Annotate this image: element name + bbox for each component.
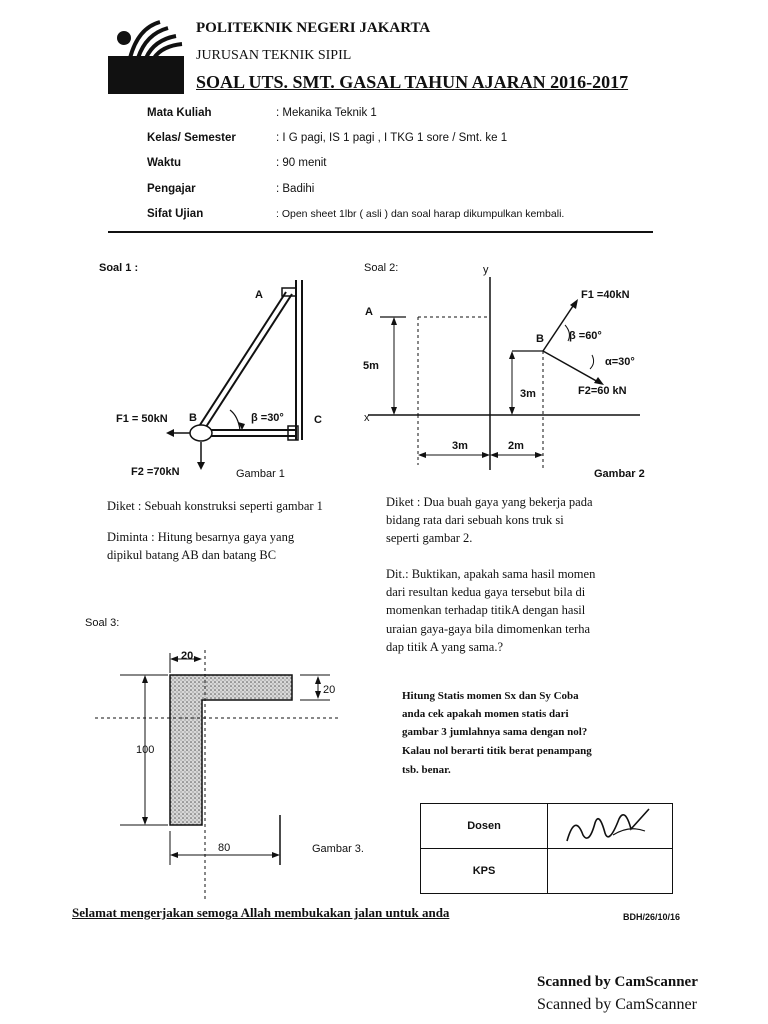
header-divider <box>108 231 653 233</box>
sign-label-kps: KPS <box>421 849 548 894</box>
soal2-dit-2: dari resultan kedua gaya tersebut bila di <box>386 585 586 599</box>
meta-label-time: Waktu <box>147 157 182 169</box>
meta-label-class: Kelas/ Semester <box>147 132 236 144</box>
watermark-line-1: Scanned by CamScanner <box>537 974 698 990</box>
signature-kps <box>548 849 673 894</box>
sign-label-dosen: Dosen <box>421 804 548 849</box>
soal2-dim-2m: 2m <box>508 440 524 452</box>
meta-value-exam-type: : Open sheet 1lbr ( asli ) dan soal harap dikumpulkan kembali. <box>276 208 565 220</box>
soal2-dit-4: uraian gaya-gaya bila dimomenkan terha <box>386 622 591 636</box>
soal1-f2: F2 =70kN <box>131 466 180 478</box>
soal1-diminta-1: Diminta : Hitung besarnya gaya yang <box>107 530 295 544</box>
watermark-line-2: Scanned by CamScanner <box>537 996 697 1013</box>
signature-table <box>420 803 673 894</box>
soal2-diket-3: seperti gambar 2. <box>386 531 473 545</box>
footer-code: BDH/26/10/16 <box>623 912 681 922</box>
soal1-diagram <box>100 270 340 490</box>
exam-title: SOAL UTS. SMT. GASAL TAHUN AJARAN 2016-2017 <box>196 72 629 92</box>
soal2-f2: F2=60 kN <box>578 385 627 397</box>
soal3-note-3: gambar 3 jumlahnya sama dengan nol? <box>402 726 588 738</box>
soal2-dim-3m-vertical: 3m <box>520 388 536 400</box>
soal2-label-y: y <box>483 264 489 276</box>
meta-value-course: : Mekanika Teknik 1 <box>276 107 377 119</box>
institution-name: POLITEKNIK NEGERI JAKARTA <box>196 20 431 36</box>
soal1-label-a: A <box>255 289 263 301</box>
soal2-title: Soal 2: <box>364 262 399 274</box>
soal3-note-5: tsb. benar. <box>402 764 451 776</box>
soal3-dim-right: 20 <box>323 684 336 696</box>
soal2-diket-1: Diket : Dua buah gaya yang bekerja pada <box>386 495 593 509</box>
soal3-note-1: Hitung Statis momen Sx dan Sy Coba <box>402 690 579 702</box>
meta-value-lecturer: : Badihi <box>276 183 315 195</box>
meta-label-lecturer: Pengajar <box>147 183 196 195</box>
soal3-diagram <box>90 645 360 905</box>
footer-message: Selamat mengerjakan semoga Allah membukakan jalan untuk anda <box>72 905 450 920</box>
soal2-label-b: B <box>536 333 544 345</box>
soal2-label-x: x <box>364 412 370 424</box>
soal2-beta: β =60° <box>569 330 602 342</box>
soal2-dim-5m: 5m <box>363 360 379 372</box>
soal2-alpha: α=30° <box>605 356 635 368</box>
soal2-caption: Gambar 2 <box>594 468 645 480</box>
soal2-dit-3: momenkan terhadap titikA dengan hasil <box>386 603 586 617</box>
soal1-title: Soal 1 : <box>99 262 139 274</box>
department-name: JURUSAN TEKNIK SIPIL <box>196 48 352 63</box>
soal3-caption: Gambar 3. <box>312 843 364 855</box>
soal3-dim-width: 80 <box>218 842 231 854</box>
soal1-diket: Diket : Sebuah konstruksi seperti gambar 1 <box>107 499 323 513</box>
soal2-label-a: A <box>365 306 373 318</box>
signature-dosen <box>548 804 673 849</box>
soal1-label-b: B <box>189 412 197 424</box>
soal1-label-c: C <box>314 414 322 426</box>
soal1-caption: Gambar 1 <box>236 468 285 480</box>
soal3-note-4: Kalau nol berarti titik berat penampang <box>402 745 592 757</box>
soal2-f1: F1 =40kN <box>581 289 630 301</box>
soal1-angle: β =30° <box>251 412 284 424</box>
soal1-diminta-2: dipikul batang AB dan batang BC <box>107 548 277 562</box>
soal2-dim-3m-horizontal: 3m <box>452 440 468 452</box>
soal3-dim-height: 100 <box>136 744 155 756</box>
soal1-f1: F1 = 50kN <box>116 413 168 425</box>
soal3-dim-top: 20 <box>181 650 194 662</box>
soal3-note-2: anda cek apakah momen statis dari <box>402 708 569 720</box>
soal3-title: Soal 3: <box>85 617 120 629</box>
soal2-dit-5: dap titik A yang sama.? <box>386 640 503 654</box>
soal2-dit-1: Dit.: Buktikan, apakah sama hasil momen <box>386 567 596 581</box>
meta-label-exam-type: Sifat Ujian <box>147 208 204 220</box>
soal2-diket-2: bidang rata dari sebuah kons truk si <box>386 513 564 527</box>
institution-logo <box>108 18 184 94</box>
meta-label-course: Mata Kuliah <box>147 107 212 119</box>
meta-value-time: : 90 menit <box>276 157 327 169</box>
meta-value-class: : I G pagi, IS 1 pagi , I TKG 1 sore / Smt. ke 1 <box>276 132 508 144</box>
